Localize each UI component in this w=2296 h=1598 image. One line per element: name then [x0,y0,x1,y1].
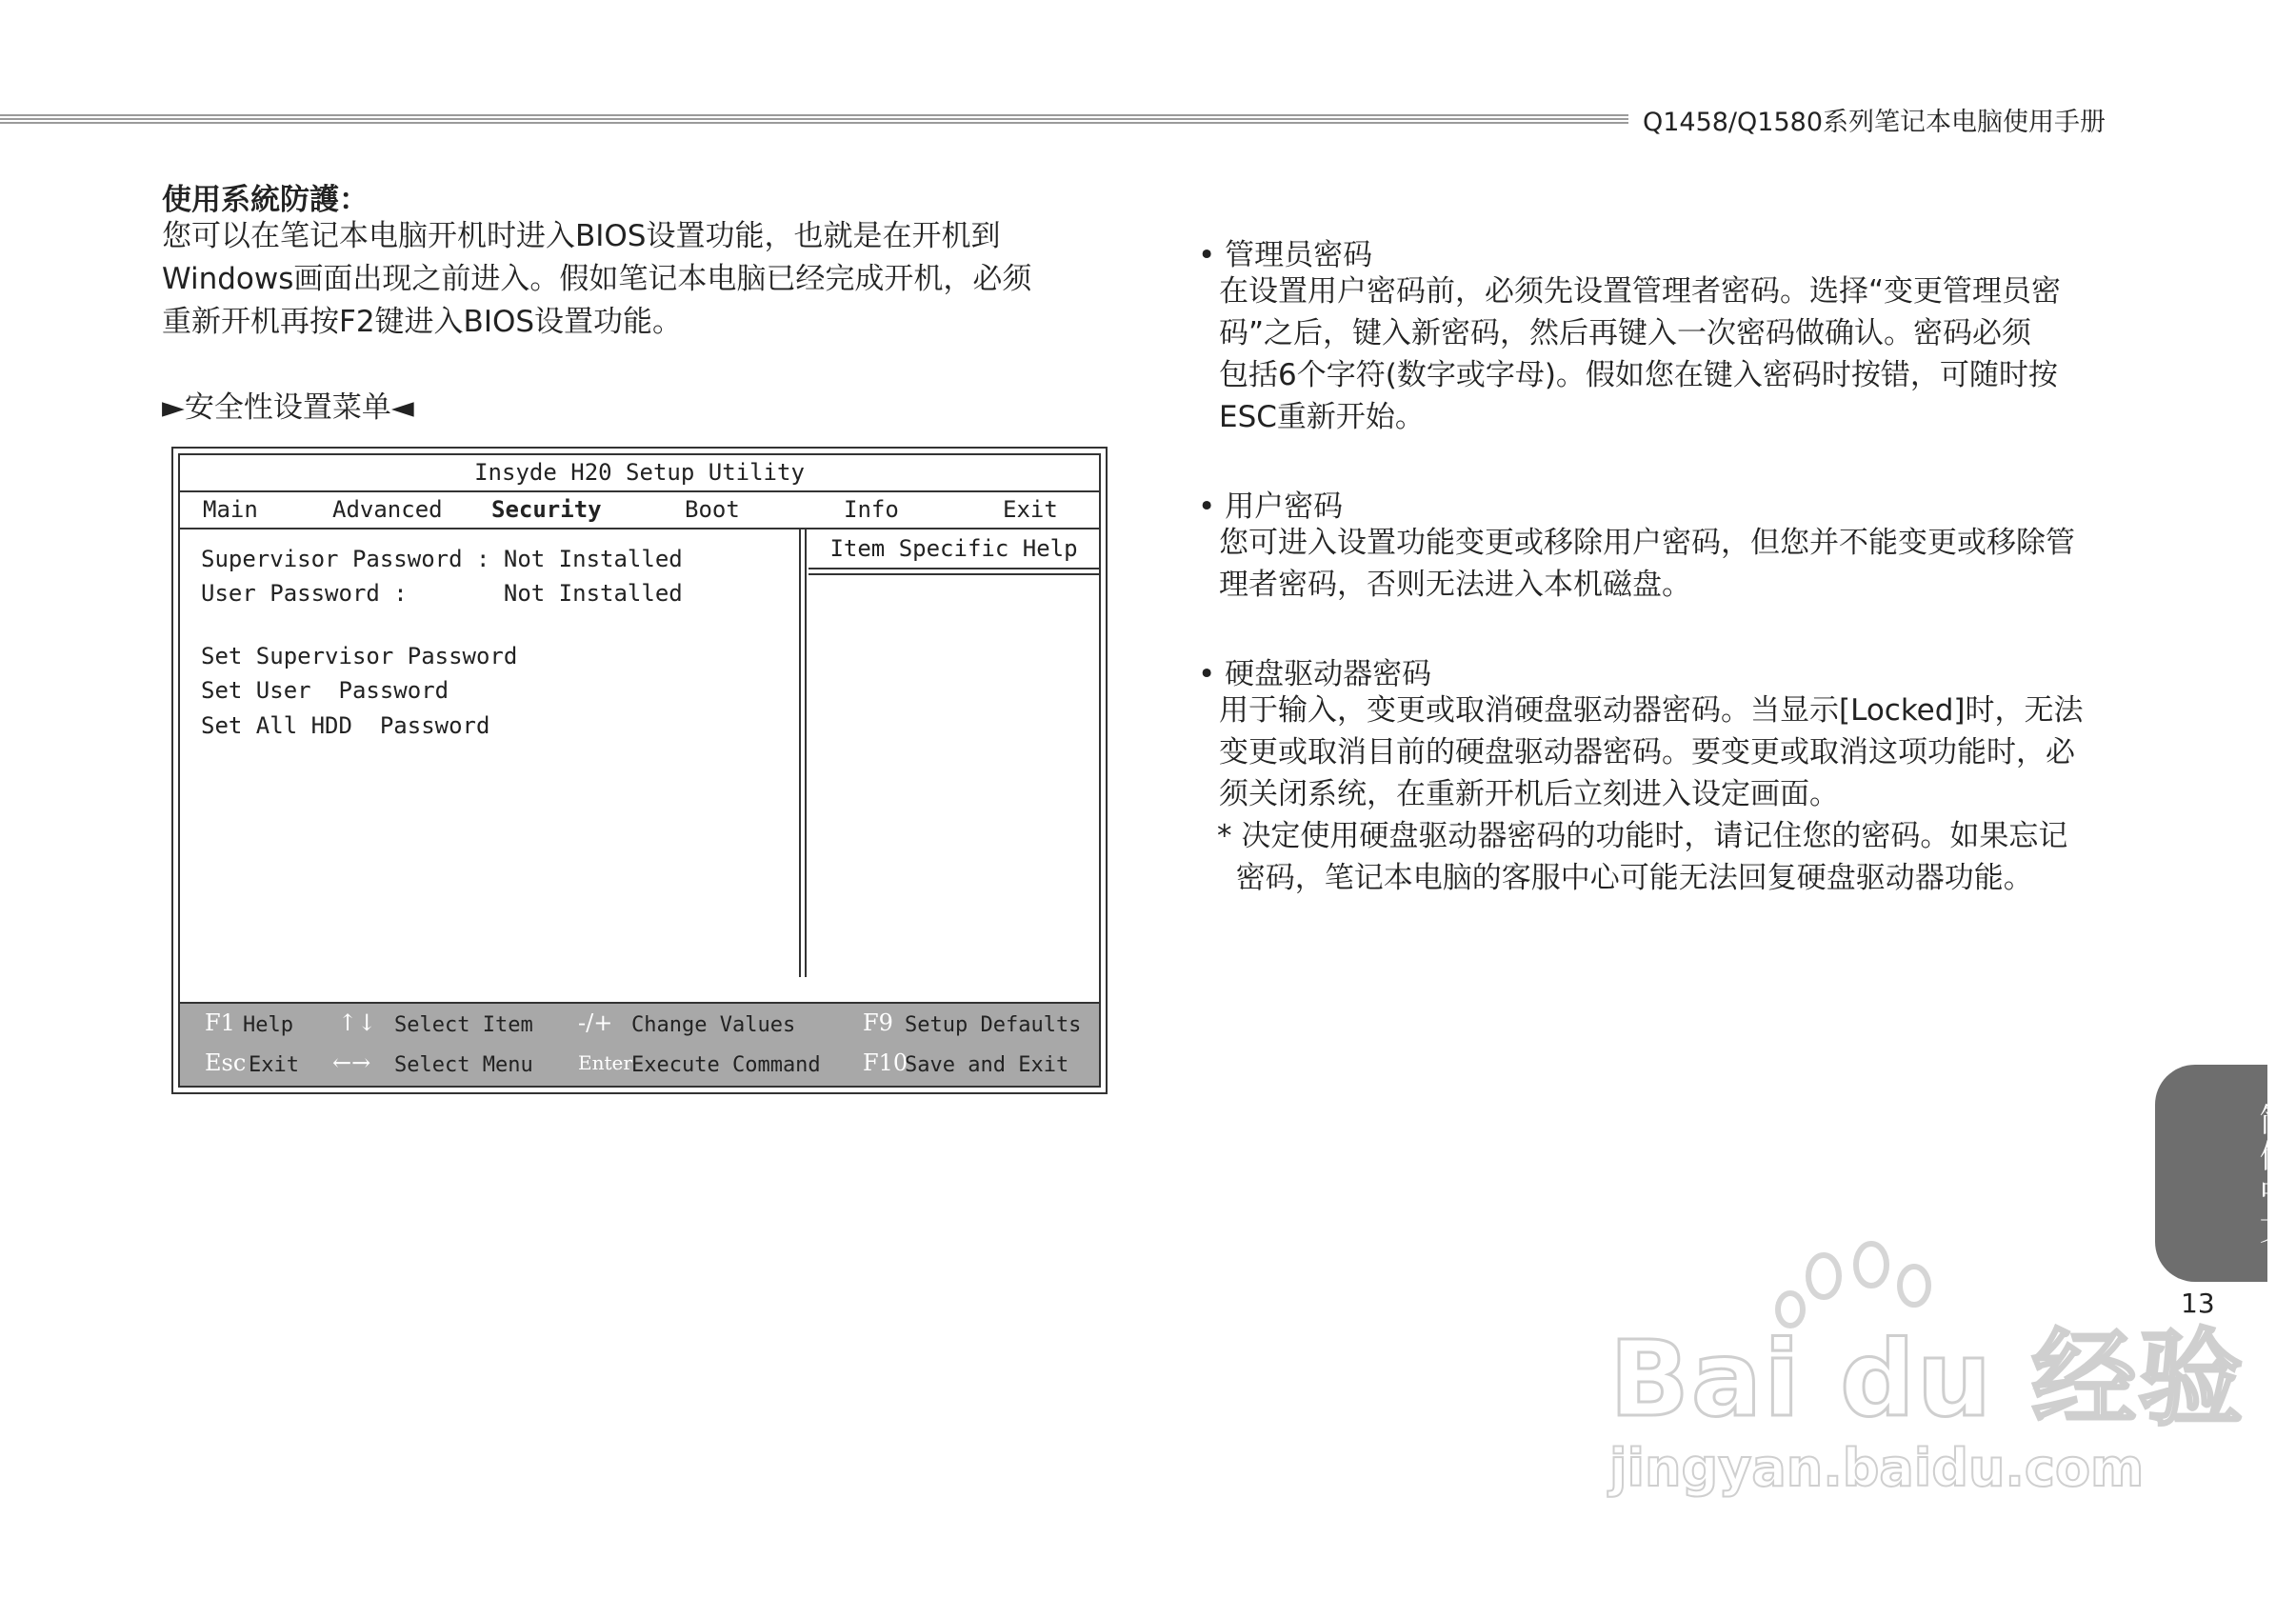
help-panel-divider [809,573,1099,575]
tab-advanced[interactable]: Advanced [332,496,443,523]
header-rule [0,114,1628,130]
text-line: ESC重新开始。 [1219,400,1425,434]
hdd-password-note [1217,815,2067,899]
text-line: 您可进入设置功能变更或移除用户密码，但您并不能变更或移除管 [1219,526,2075,560]
f10-key: F10 [863,1049,908,1076]
panel-divider [805,529,807,977]
supervisor-password-status: Supervisor Password : Not Installed [201,546,683,572]
bios-settings-panel [180,529,799,977]
f1-key: F1 [205,1009,235,1036]
supervisor-password-text [1219,270,2061,438]
watermark-brand: Bai du 经验 [1609,1318,2246,1440]
section-heading: 使用系統防護： [162,183,369,217]
text-line: 理者密码，否则无法进入本机磁盘。 [1219,568,1691,602]
tab-info[interactable]: Info [844,496,899,523]
page-number: 13 [2181,1288,2215,1319]
set-supervisor-password-item[interactable]: Set Supervisor Password [201,643,518,669]
select-menu-label: Select Menu [394,1053,533,1077]
setup-defaults-label: Setup Defaults [905,1013,1082,1037]
language-label: 简体中文 [2253,1103,2291,1248]
text-line: 用于输入，变更或取消硬盘驱动器密码。当显示[Locked]时，无法 [1219,693,2084,728]
select-item-label: Select Item [394,1013,533,1037]
help-panel-title: Item Specific Help [809,529,1099,569]
note-line: * 决定使用硬盘驱动器密码的功能时，请记住您的密码。如果忘记 [1217,819,2068,853]
watermark-url: jingyan.baidu.com [1609,1438,2145,1498]
set-user-password-item[interactable]: Set User Password [201,677,449,704]
text-line: 在设置用户密码前，必须先设置管理者密码。选择“变更管理员密 [1219,274,2062,309]
intro-paragraph [162,215,1076,344]
change-values-label: Change Values [631,1013,796,1037]
panel-divider [799,529,801,977]
up-down-arrows-icon: ↑↓ [338,1009,377,1036]
tab-boot[interactable]: Boot [685,496,740,523]
tab-security[interactable]: Security [491,496,602,523]
bios-tab-bar [180,492,1099,529]
user-password-text [1219,522,2075,606]
hdd-password-heading: • 硬盘驱动器密码 [1198,657,1432,691]
tab-main[interactable]: Main [203,496,258,523]
text-line: 须关闭系统，在重新开机后立刻进入设定画面。 [1219,777,1839,811]
exit-label: Exit [249,1053,299,1077]
menu-title: ►安全性设置菜单◄ [162,390,414,425]
tab-exit[interactable]: Exit [1003,496,1058,523]
save-and-exit-label: Save and Exit [905,1053,1069,1077]
language-side-tab [2155,1065,2291,1282]
note-line: 密码，笔记本电脑的客服中心可能无法回复硬盘驱动器功能。 [1217,861,2033,895]
user-password-heading: • 用户密码 [1198,489,1344,524]
intro-line: Windows画面出现之前进入。假如笔记本电脑已经完成开机，必须 [162,262,1032,296]
bios-title: Insyde H20 Setup Utility [180,455,1099,492]
left-right-arrows-icon: ←→ [332,1049,371,1076]
user-password-status: User Password : Not Installed [201,580,683,607]
plus-minus-key: -/+ [578,1009,613,1036]
f9-key: F9 [863,1009,893,1036]
set-hdd-password-item[interactable]: Set All HDD Password [201,712,490,739]
enter-key: Enter [578,1051,632,1074]
intro-line: 重新开机再按F2键进入BIOS设置功能。 [162,305,683,339]
bios-screen [171,447,1108,1094]
supervisor-password-heading: • 管理员密码 [1198,238,1373,272]
intro-line: 您可以在笔记本电脑开机时进入BIOS设置功能，也就是在开机到 [162,219,1001,253]
text-line: 变更或取消目前的硬盘驱动器密码。要变更或取消这项功能时，必 [1219,735,2075,769]
bios-key-legend [180,1002,1099,1086]
text-line: 码”之后，键入新密码，然后再键入一次密码做确认。密码必须 [1219,316,2032,350]
help-label: Help [243,1013,293,1037]
esc-key: Esc [205,1049,247,1076]
text-line: 包括6个字符(数字或字母)。假如您在键入密码时按错，可随时按 [1219,358,2058,392]
execute-command-label: Execute Command [631,1053,821,1077]
manual-title: Q1458/Q1580系列笔记本电脑使用手册 [1642,108,2106,137]
hdd-password-text [1219,689,2084,815]
bios-frame [178,453,1101,1088]
